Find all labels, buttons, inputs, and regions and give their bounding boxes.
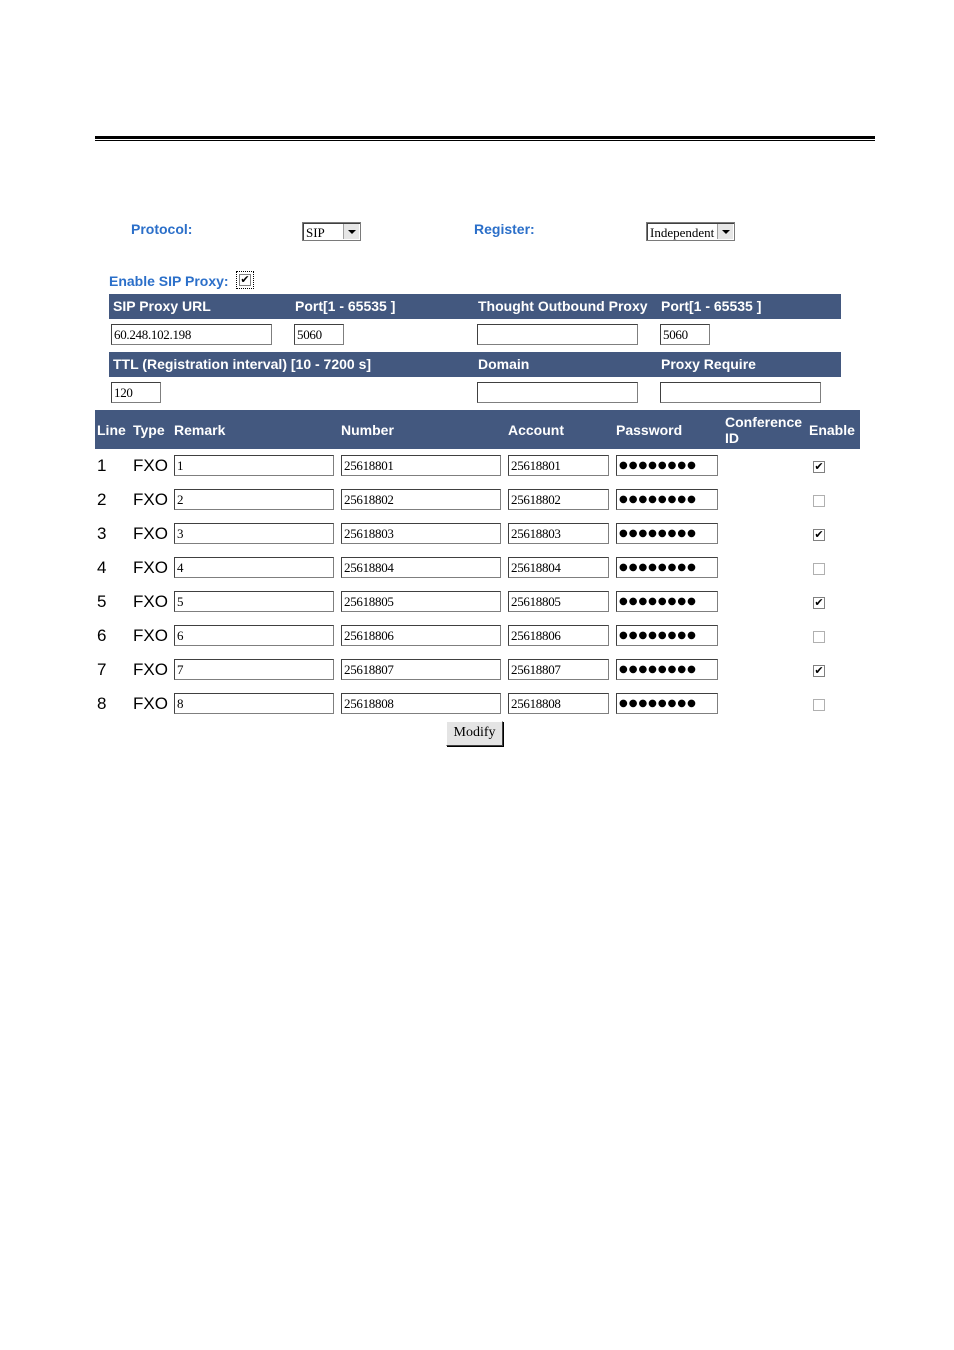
header-sip-proxy-url: SIP Proxy URL [113, 298, 211, 314]
remark-input[interactable]: 6 [174, 625, 334, 646]
password-input[interactable]: ●●●●●●●● [616, 591, 718, 612]
sip-proxy-url-input[interactable]: 60.248.102.198 [111, 324, 272, 345]
password-input[interactable]: ●●●●●●●● [616, 455, 718, 476]
header-proxy-require: Proxy Require [661, 356, 756, 372]
enable-sip-proxy-label: Enable SIP Proxy: [109, 273, 229, 289]
remark-input[interactable]: 8 [174, 693, 334, 714]
line-type: FXO [133, 592, 168, 611]
table-row [95, 484, 860, 518]
col-remark: Remark [174, 422, 226, 438]
register-label: Register: [474, 221, 535, 237]
top-rule-thin [95, 140, 875, 141]
header-domain: Domain [478, 356, 530, 372]
remark-input[interactable]: 1 [174, 455, 334, 476]
account-input[interactable]: 25618807 [508, 659, 609, 680]
enable-checkbox[interactable] [813, 563, 825, 575]
line-number: 7 [97, 660, 107, 679]
table-row [95, 654, 860, 688]
table-row [95, 552, 860, 586]
line-type: FXO [133, 456, 168, 475]
col-line: Line [97, 422, 126, 438]
line-number: 5 [97, 592, 107, 611]
enable-checkbox[interactable] [813, 495, 825, 507]
number-input[interactable]: 25618803 [341, 523, 501, 544]
password-input[interactable]: ●●●●●●●● [616, 523, 718, 544]
protocol-select-value: SIP [306, 225, 325, 240]
ttl-header-bar [109, 352, 841, 377]
password-input[interactable]: ●●●●●●●● [616, 693, 718, 714]
enable-checkbox[interactable]: ✔ [814, 528, 824, 541]
ttl-input[interactable]: 120 [111, 382, 161, 403]
header-ttl: TTL (Registration interval) [10 - 7200 s] [113, 356, 372, 372]
line-type: FXO [133, 490, 168, 509]
number-input[interactable]: 25618806 [341, 625, 501, 646]
sip-proxy-port-input[interactable]: 5060 [294, 324, 344, 345]
number-input[interactable]: 25618807 [341, 659, 501, 680]
table-row [95, 518, 860, 552]
col-enable: Enable [809, 422, 855, 438]
line-number: 6 [97, 626, 107, 645]
remark-input[interactable]: 7 [174, 659, 334, 680]
line-type: FXO [133, 558, 168, 577]
header-outbound-proxy: Thought Outbound Proxy [478, 298, 648, 314]
header-port: Port[1 - 65535 ] [295, 298, 396, 314]
col-password: Password [616, 422, 683, 438]
number-input[interactable]: 25618802 [341, 489, 501, 510]
password-input[interactable]: ●●●●●●●● [616, 625, 718, 646]
remark-input[interactable]: 3 [174, 523, 334, 544]
account-input[interactable]: 25618801 [508, 455, 609, 476]
number-input[interactable]: 25618805 [341, 591, 501, 612]
password-input[interactable]: ●●●●●●●● [616, 489, 718, 510]
table-row [95, 688, 860, 722]
enable-checkbox[interactable] [813, 699, 825, 711]
table-row [95, 620, 860, 654]
line-type: FXO [133, 626, 168, 645]
modify-button[interactable]: Modify [446, 721, 503, 746]
line-number: 4 [97, 558, 107, 577]
lines-table-header [95, 410, 860, 449]
account-input[interactable]: 25618808 [508, 693, 609, 714]
enable-checkbox[interactable] [813, 631, 825, 643]
header-outbound-port: Port[1 - 65535 ] [661, 298, 762, 314]
register-select[interactable] [646, 222, 735, 241]
account-input[interactable]: 25618802 [508, 489, 609, 510]
table-row [95, 586, 860, 620]
line-number: 3 [97, 524, 107, 543]
protocol-label: Protocol: [131, 221, 193, 237]
password-input[interactable]: ●●●●●●●● [616, 659, 718, 680]
enable-sip-proxy-checkbox[interactable]: ✔ [240, 273, 250, 286]
register-select-value: Independent [650, 225, 715, 240]
protocol-select[interactable] [302, 222, 361, 241]
line-number: 1 [97, 456, 107, 475]
line-number: 8 [97, 694, 107, 713]
line-type: FXO [133, 694, 168, 713]
number-input[interactable]: 25618804 [341, 557, 501, 578]
chevron-down-icon [717, 224, 733, 239]
col-type: Type [133, 422, 165, 438]
line-number: 2 [97, 490, 107, 509]
line-type: FXO [133, 660, 168, 679]
remark-input[interactable]: 4 [174, 557, 334, 578]
line-type: FXO [133, 524, 168, 543]
proxy-header-bar [109, 294, 841, 319]
remark-input[interactable]: 2 [174, 489, 334, 510]
account-input[interactable]: 25618805 [508, 591, 609, 612]
password-input[interactable]: ●●●●●●●● [616, 557, 718, 578]
proxy-require-input[interactable] [660, 382, 821, 403]
remark-input[interactable]: 5 [174, 591, 334, 612]
domain-input[interactable] [477, 382, 638, 403]
col-conference: Conference [725, 414, 803, 430]
account-input[interactable]: 25618804 [508, 557, 609, 578]
top-rule [95, 136, 875, 139]
outbound-port-input[interactable]: 5060 [660, 324, 710, 345]
col-number: Number [341, 422, 394, 438]
table-row [95, 450, 860, 484]
chevron-down-icon [343, 224, 359, 239]
number-input[interactable]: 25618801 [341, 455, 501, 476]
account-input[interactable]: 25618803 [508, 523, 609, 544]
outbound-proxy-input[interactable] [477, 324, 638, 345]
enable-checkbox[interactable]: ✔ [814, 596, 824, 609]
col-account: Account [508, 422, 564, 438]
enable-checkbox[interactable]: ✔ [814, 460, 824, 473]
account-input[interactable]: 25618806 [508, 625, 609, 646]
number-input[interactable]: 25618808 [341, 693, 501, 714]
enable-checkbox[interactable]: ✔ [814, 664, 824, 677]
col-conference-id: ID [725, 430, 739, 446]
